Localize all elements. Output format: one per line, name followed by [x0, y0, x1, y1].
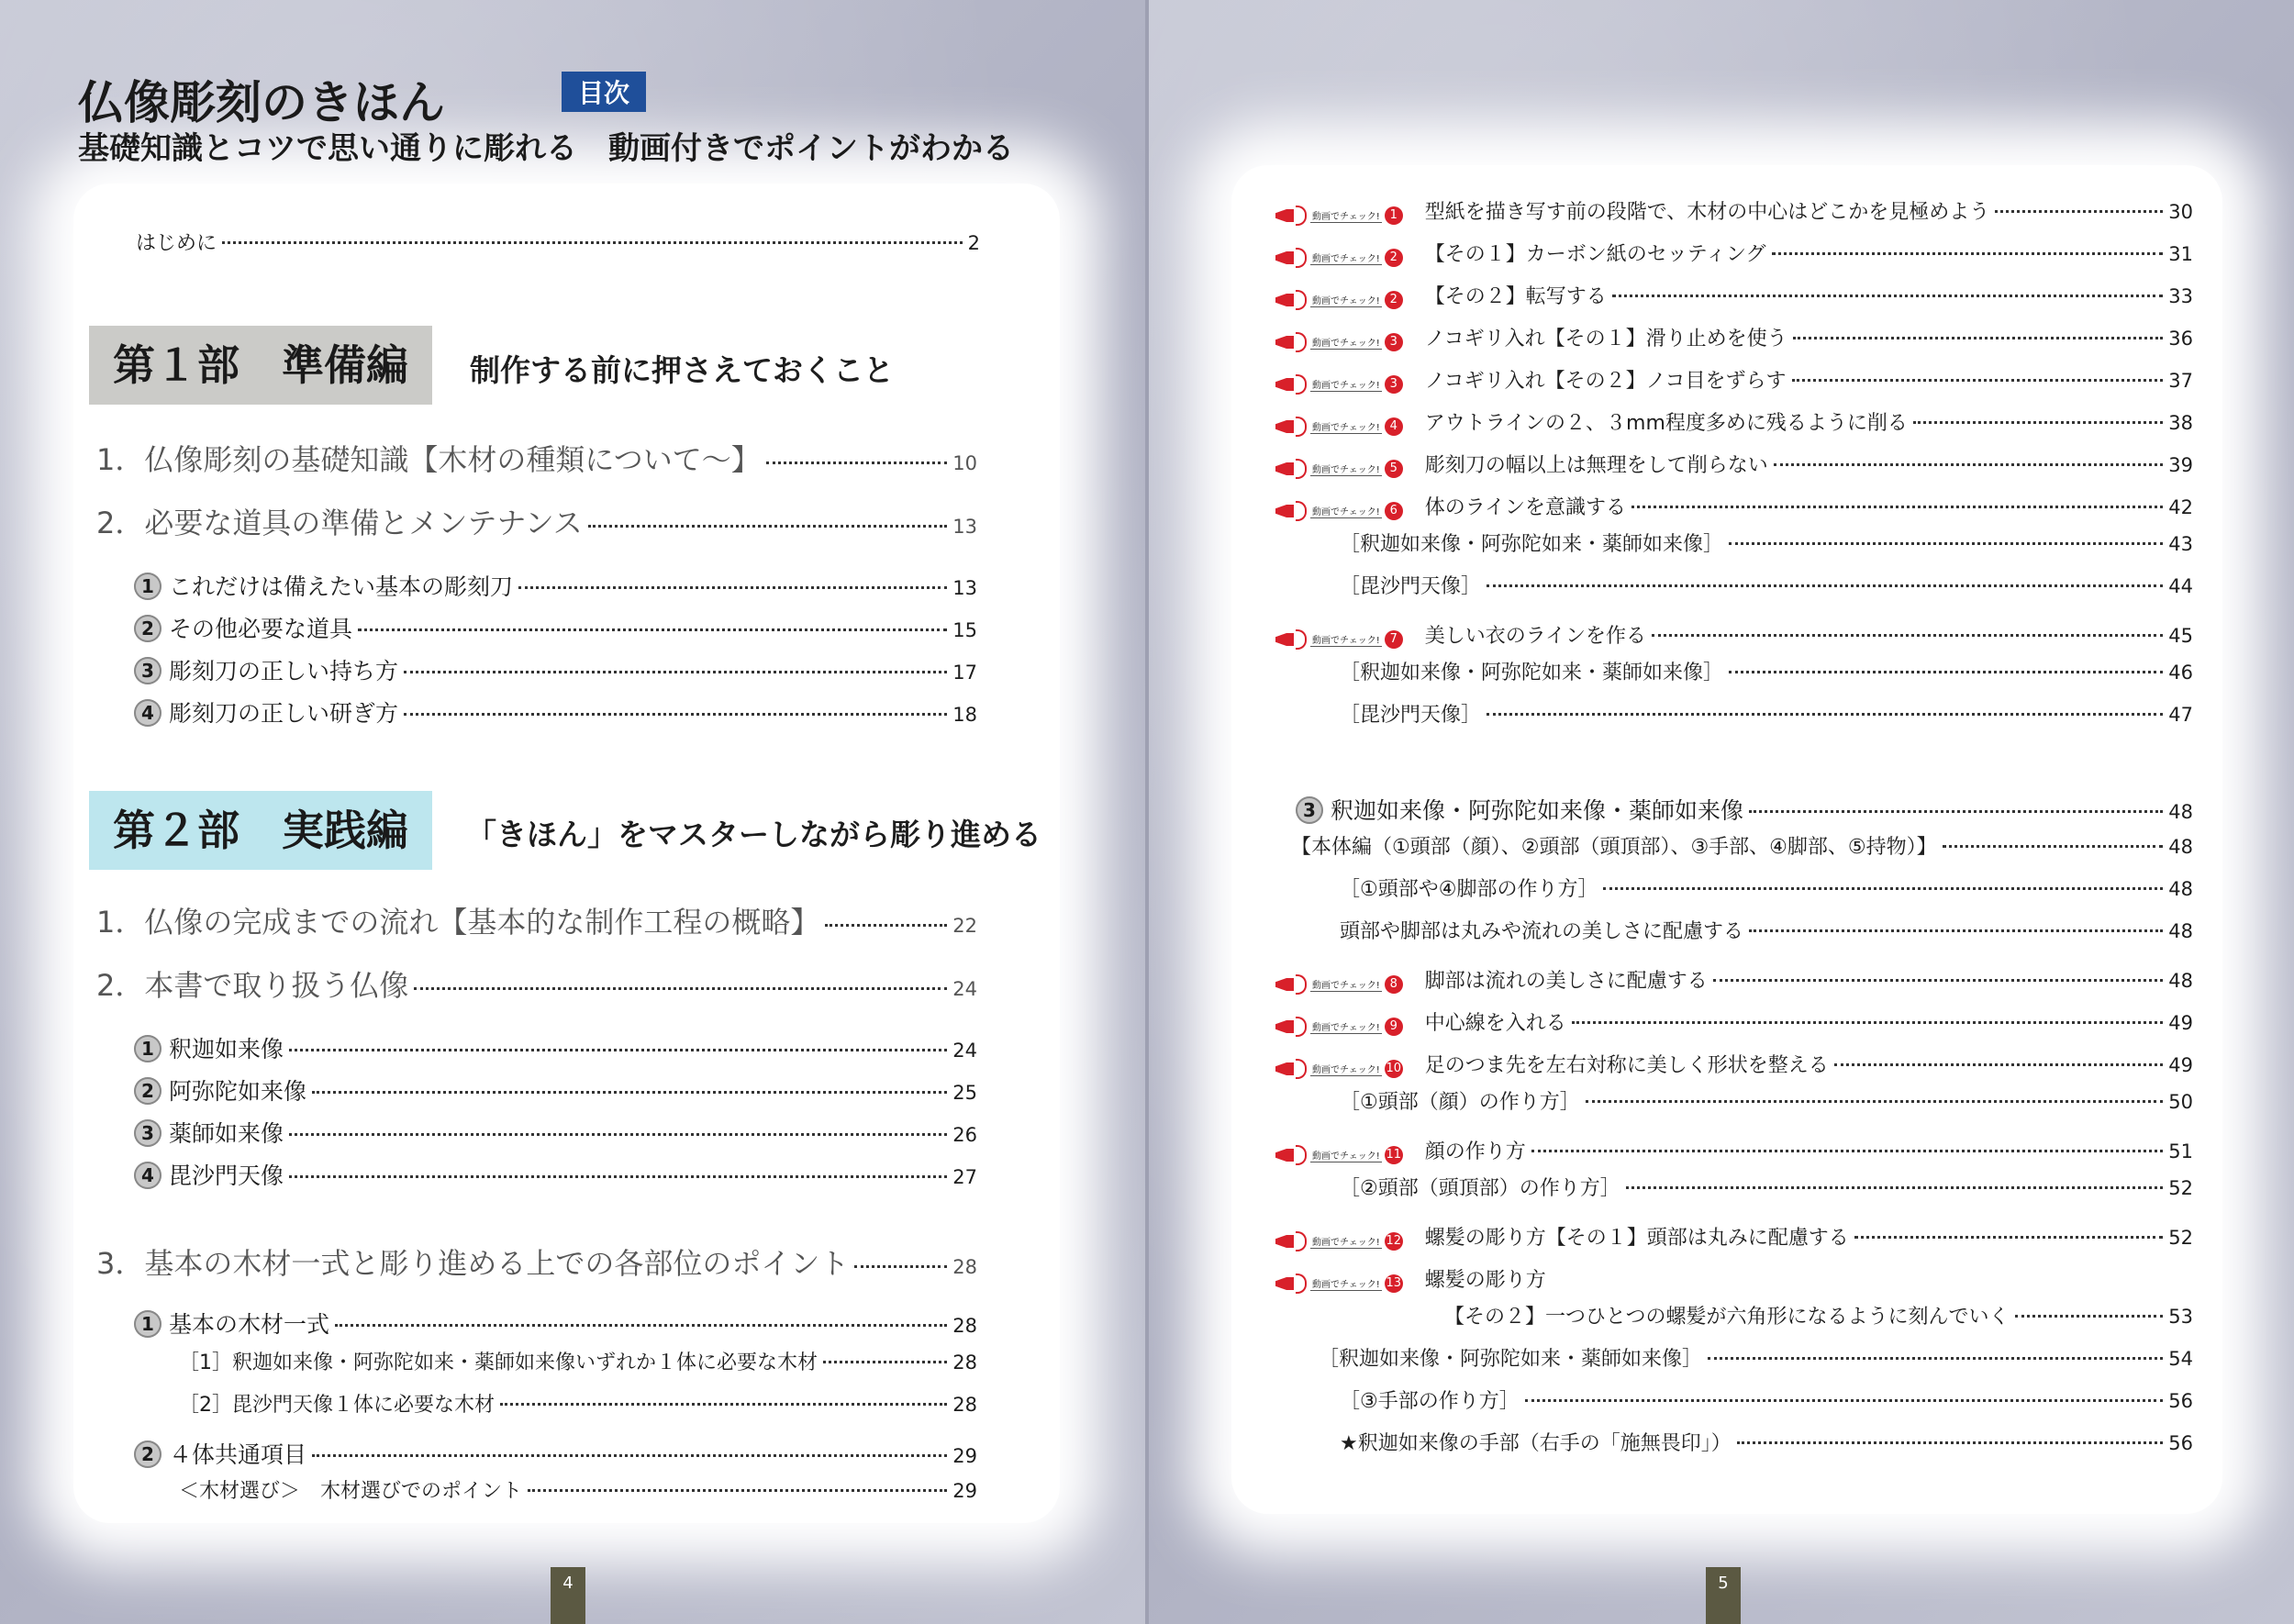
toc-label: ノコギリ入れ【その２】ノコ目をずらす: [1424, 370, 1787, 393]
toc-page: 48: [2168, 801, 2193, 823]
item-number-badge: 1: [134, 1310, 161, 1338]
video-check-icon: 動画でチェック! 3: [1275, 332, 1403, 352]
toc-page: 56: [2168, 1390, 2193, 1412]
toc-sub-row[interactable]: [1340, 1428, 2193, 1456]
toc-label: 螺髪の彫り方【その１】頭部は丸みに配慮する: [1424, 1227, 1849, 1250]
toc-label: 型紙を描き写す前の段階で、木材の中心はどこかを見極めよう: [1424, 201, 1990, 224]
page-number: 4: [551, 1567, 585, 1624]
toc-row-p1-i1[interactable]: [134, 569, 977, 602]
toc-sub-row[interactable]: [1340, 699, 2193, 728]
toc-page: 52: [2168, 1227, 2193, 1249]
toc-label: ＜木材選び＞ 木材選びでのポイント: [179, 1480, 523, 1503]
item-number-badge: 2: [134, 1077, 161, 1105]
toc-page: 43: [2168, 533, 2193, 555]
toc-label: ［1］釈迦如来像・阿弥陀如来・薬師如来像いずれか１体に必要な木材: [179, 1351, 818, 1374]
toc-label: ［毘沙門天像］: [1340, 704, 1482, 727]
part1-title: 第１部 準備編: [89, 326, 432, 405]
toc-sub-row[interactable]: [1340, 873, 2193, 902]
toc-page: 53: [2168, 1306, 2193, 1328]
toc-label: 1．仏像の完成までの流れ【基本的な制作工程の概略】: [96, 905, 820, 940]
video-check-icon: 動画でチェック! 11: [1275, 1145, 1403, 1165]
left-page: [0, 0, 1145, 1624]
toc-label: 2．必要な道具の準備とメンテナンス: [96, 506, 583, 540]
toc-video-row-15[interactable]: [1275, 1264, 2193, 1293]
toc-label: ［毘沙門天像］: [1340, 575, 1482, 598]
toc-page: 45: [2168, 625, 2193, 647]
toc-label: ［釈迦如来像・阿弥陀如来・薬師如来像］: [1340, 533, 1724, 556]
item-number-badge: 2: [134, 1440, 161, 1468]
video-check-icon: 動画でチェック! 10: [1275, 1059, 1403, 1079]
toc-page: 25: [952, 1082, 977, 1104]
toc-row-buddha-1[interactable]: [134, 1031, 977, 1064]
toc-video-row-14[interactable]: [1275, 1222, 2193, 1251]
toc-row-p1-i4[interactable]: [134, 695, 977, 729]
toc-label: 薬師如来像: [169, 1120, 284, 1147]
toc-sub-row[interactable]: [1340, 1173, 2193, 1201]
toc-row-wood[interactable]: [134, 1307, 977, 1340]
toc-label: 3．基本の木材一式と彫り進める上での各部位のポイント: [96, 1246, 850, 1281]
toc-page: 24: [952, 978, 977, 1000]
toc-label: 釈迦如来像・阿弥陀如来像・薬師如来像: [1331, 797, 1744, 824]
toc-video-row-8[interactable]: [1275, 492, 2193, 520]
video-check-icon: 動画でチェック! 3: [1275, 374, 1403, 395]
toc-page: 51: [2168, 1140, 2193, 1162]
toc-page: 38: [2168, 412, 2193, 434]
toc-label: アウトラインの２、３mm程度多めに残るように削る: [1424, 412, 1908, 435]
toc-label: 釈迦如来像: [169, 1036, 284, 1062]
toc-sub-row[interactable]: [1340, 571, 2193, 599]
toc-page: 26: [952, 1124, 977, 1146]
toc-video-row-1[interactable]: [1275, 196, 2193, 225]
item-number-badge: 1: [134, 1035, 161, 1062]
toc-label: ［①頭部（顔）の作り方］: [1340, 1091, 1580, 1114]
toc-video-row-11[interactable]: [1275, 1007, 2193, 1036]
toc-label: ノコギリ入れ【その１】滑り止めを使う: [1424, 328, 1787, 350]
toc-label: 毘沙門天像: [169, 1162, 284, 1189]
toc-sub-row[interactable]: [1340, 528, 2193, 557]
toc-label: 彫刻刀の正しい持ち方: [169, 658, 399, 684]
toc-page: 48: [2168, 970, 2193, 992]
toc-label: 【その２】転写する: [1424, 285, 1607, 308]
toc-sub-row[interactable]: [1340, 1385, 2193, 1414]
video-check-icon: 動画でチェック! 7: [1275, 629, 1403, 650]
toc-video-row-4[interactable]: [1275, 323, 2193, 351]
toc-row-wood-sub-1[interactable]: [179, 1347, 977, 1375]
toc-label: 顔の作り方: [1424, 1140, 1526, 1163]
toc-page: 48: [2168, 920, 2193, 942]
toc-row-p2-s2[interactable]: [96, 962, 977, 1005]
toc-page: 31: [2168, 243, 2193, 265]
toc-page: 24: [952, 1040, 977, 1062]
item-number-badge: 4: [134, 1162, 161, 1189]
toc-row-wood-sub-2[interactable]: [179, 1389, 977, 1418]
page-number: 5: [1706, 1567, 1741, 1624]
toc-label: ４体共通項目: [169, 1441, 307, 1468]
item-number-badge: 3: [134, 657, 161, 684]
toc-label: 阿弥陀如来像: [169, 1078, 307, 1105]
toc-video-row-9[interactable]: [1275, 620, 2193, 649]
toc-video-row-6[interactable]: [1275, 407, 2193, 436]
toc-page: 48: [2168, 836, 2193, 858]
toc-page: 49: [2168, 1012, 2193, 1034]
toc-row-buddha-4[interactable]: [134, 1158, 977, 1191]
toc-page: 13: [952, 516, 977, 538]
toc-sub-row[interactable]: [1340, 916, 2193, 944]
toc-video-row-2[interactable]: [1275, 239, 2193, 267]
toc-sub-row[interactable]: [1340, 1086, 2193, 1115]
toc-row-p2-s3[interactable]: [96, 1240, 977, 1283]
toc-page: 42: [2168, 496, 2193, 518]
item-number-badge: 4: [134, 699, 161, 727]
toc-page: 36: [2168, 328, 2193, 350]
toc-label: 彫刻刀の正しい研ぎ方: [169, 700, 399, 727]
toc-label: はじめに: [136, 232, 217, 255]
toc-page: 30: [2168, 201, 2193, 223]
toc-label: ［③手部の作り方］: [1340, 1390, 1520, 1413]
toc-page: 49: [2168, 1054, 2193, 1076]
part2-title: 第２部 実践編: [89, 791, 432, 870]
toc-video-row-7[interactable]: [1275, 450, 2193, 478]
toc-row-buddha-3[interactable]: [134, 1116, 977, 1149]
toc-page: 28: [952, 1351, 977, 1374]
toc-badge: 目次: [562, 72, 646, 112]
toc-label: ［釈迦如来像・阿弥陀如来・薬師如来像］: [1340, 662, 1724, 684]
toc-label: 螺髪の彫り方: [1424, 1269, 1546, 1292]
toc-page: 29: [952, 1445, 977, 1467]
video-check-icon: 動画でチェック! 9: [1275, 1017, 1403, 1037]
toc-label: ［釈迦如来像・阿弥陀如来・薬師如来像］: [1319, 1348, 1703, 1371]
toc-page: 37: [2168, 370, 2193, 392]
video-check-icon: 動画でチェック! 2: [1275, 248, 1403, 268]
book-subtitle: 基礎知識とコツで思い通りに彫れる 動画付きでポイントがわかる: [78, 130, 1014, 167]
toc-label: ［①頭部や④脚部の作り方］: [1340, 878, 1598, 901]
item-number-badge: 3: [1296, 796, 1323, 824]
toc-label: 中心線を入れる: [1424, 1012, 1566, 1035]
toc-page: 17: [952, 662, 977, 684]
video-check-icon: 動画でチェック! 13: [1275, 1274, 1403, 1294]
toc-page: 2: [967, 232, 980, 254]
toc-label: 脚部は流れの美しさに配慮する: [1424, 970, 1708, 993]
toc-row-p1-s2[interactable]: [96, 500, 977, 542]
part2-subtitle: 「きほん」をマスターしながら彫り進める: [466, 817, 1041, 852]
toc-video-row-5[interactable]: [1275, 365, 2193, 394]
video-check-icon: 動画でチェック! 8: [1275, 974, 1403, 995]
toc-label: 彫刻刀の幅以上は無理をして削らない: [1424, 454, 1768, 477]
toc-video-row-10[interactable]: [1275, 965, 2193, 994]
toc-page: 54: [2168, 1348, 2193, 1370]
toc-row-p1-i3[interactable]: [134, 653, 977, 686]
toc-page: 48: [2168, 878, 2193, 900]
toc-sub-row[interactable]: [1444, 1301, 2193, 1329]
toc-page: 56: [2168, 1432, 2193, 1454]
toc-page: 27: [952, 1166, 977, 1188]
toc-label: 【その２】一つひとつの螺髪が六角形になるように刻んでいく: [1444, 1306, 2010, 1329]
toc-page: 46: [2168, 662, 2193, 684]
toc-row-common[interactable]: [134, 1437, 977, 1470]
video-check-icon: 動画でチェック! 5: [1275, 459, 1403, 479]
toc-page: 33: [2168, 285, 2193, 307]
video-check-icon: 動画でチェック! 1: [1275, 206, 1403, 226]
toc-row-body[interactable]: [1291, 831, 2193, 860]
video-check-icon: 動画でチェック! 4: [1275, 417, 1403, 437]
toc-page: 39: [2168, 454, 2193, 476]
toc-label: 【その１】カーボン紙のセッティング: [1424, 243, 1766, 266]
item-number-badge: 3: [134, 1119, 161, 1147]
toc-page: 15: [952, 619, 977, 641]
toc-label: その他必要な道具: [169, 616, 353, 642]
toc-label: 体のラインを意識する: [1424, 496, 1627, 519]
toc-row-intro[interactable]: [136, 228, 980, 256]
video-check-icon: 動画でチェック! 6: [1275, 501, 1403, 521]
toc-row-common-sub[interactable]: [179, 1475, 977, 1504]
toc-row-item3[interactable]: [1296, 793, 2193, 826]
toc-page: 44: [2168, 575, 2193, 597]
toc-label: ［2］毘沙門天像１体に必要な木材: [179, 1394, 495, 1417]
toc-row-p1-i2[interactable]: [134, 611, 977, 644]
toc-label: これだけは備えたい基本の彫刻刀: [169, 573, 514, 600]
toc-page: 22: [952, 915, 977, 937]
toc-label: 1．仏像彫刻の基礎知識【木材の種類について～】: [96, 442, 761, 477]
toc-row-p2-s1[interactable]: [96, 899, 977, 941]
toc-label: 美しい衣のラインを作る: [1424, 625, 1647, 648]
toc-video-row-3[interactable]: [1275, 281, 2193, 309]
toc-label: 【本体編（①頭部（顔）、②頭部（頭頂部）、③手部、④脚部、⑤持物）】: [1291, 836, 1937, 859]
toc-page: 13: [952, 577, 977, 599]
toc-page: 28: [952, 1315, 977, 1337]
toc-page: 52: [2168, 1177, 2193, 1199]
toc-label: ［②頭部（頭頂部）の作り方］: [1340, 1177, 1620, 1200]
toc-page: 28: [952, 1394, 977, 1416]
toc-page: 47: [2168, 704, 2193, 726]
toc-label: ★釈迦如来像の手部（右手の「施無畏印」）: [1340, 1432, 1732, 1455]
video-check-icon: 動画でチェック! 12: [1275, 1231, 1403, 1251]
toc-page: 10: [952, 452, 977, 474]
toc-page: 28: [952, 1256, 977, 1278]
video-check-icon: 動画でチェック! 2: [1275, 290, 1403, 310]
part1-subtitle: 制作する前に押さえておくこと: [470, 352, 894, 388]
book-title: 仏像彫刻のきほん: [78, 75, 445, 129]
toc-row-buddha-2[interactable]: [134, 1073, 977, 1107]
toc-label: 2．本書で取り扱う仏像: [96, 968, 409, 1003]
toc-video-row-12[interactable]: [1275, 1050, 2193, 1078]
item-number-badge: 2: [134, 615, 161, 642]
toc-page: 18: [952, 704, 977, 726]
toc-sub-row[interactable]: [1319, 1343, 2193, 1372]
toc-sub-row[interactable]: [1340, 657, 2193, 685]
right-page: [1149, 0, 2294, 1624]
toc-label: 基本の木材一式: [169, 1311, 330, 1338]
toc-video-row-13[interactable]: [1275, 1136, 2193, 1164]
item-number-badge: 1: [134, 573, 161, 600]
toc-row-p1-s1[interactable]: [96, 437, 977, 479]
toc-label: 頭部や脚部は丸みや流れの美しさに配慮する: [1340, 920, 1744, 943]
toc-label: 足のつま先を左右対称に美しく形状を整える: [1424, 1054, 1829, 1077]
toc-page: 50: [2168, 1091, 2193, 1113]
toc-page: 29: [952, 1480, 977, 1502]
